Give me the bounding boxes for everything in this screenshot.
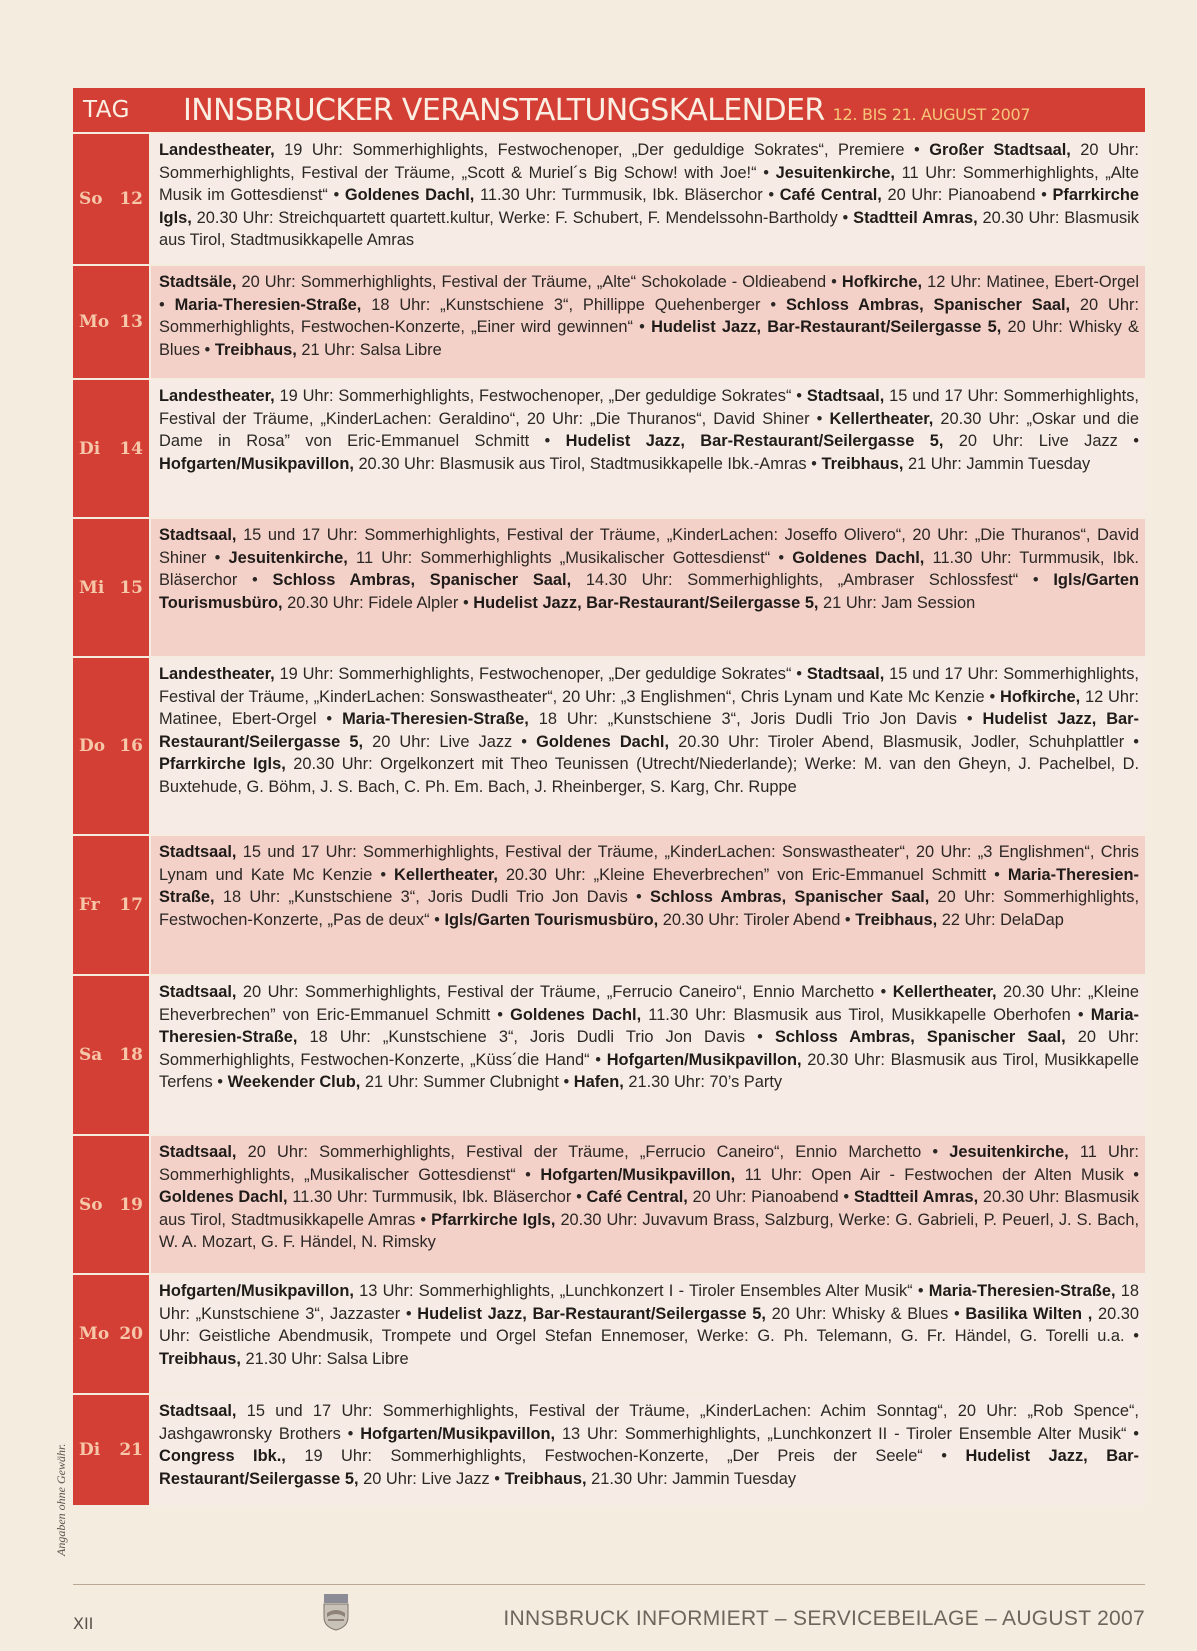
venue-name: Pfarrkirche Igls, [159,186,1140,227]
venue-name: Treibhaus, [504,1469,587,1488]
venue-name: Igls/Garten Tourismusbüro, [159,571,1139,612]
event-details: 14.30 Uhr: Sommerhighlights, „Ambraser Schlossfest“ • [571,571,1054,590]
calendar-header [73,88,1145,132]
event-details: 19 Uhr: Sommerhighlights, Festwochenoper, „Der geduldige Sokrates“ • [274,387,807,405]
event-details: 20 Uhr: Sommerhighlights, Festival der Träume, „Ferrucio Caneiro“, Ennio Marchetto • [236,983,893,1001]
event-details: 19 Uhr: Sommerhighlights, Festwochenoper, „Der geduldige Sokrates“, Premiere • [274,141,930,159]
venue-name: Congress Ibk., [159,1447,286,1466]
event-details: 20 Uhr: Sommerhighlights, Festival der Träume, „Alte“ Schokolade - Oldieabend • [236,273,842,291]
weekday-label: So [79,189,103,209]
event-details: 13 Uhr: Sommerhighlights, „Lunchkonzert I - Tiroler Ensembles Alter Musik“ • [353,1282,929,1300]
day-number: 13 [119,312,143,332]
event-details: 11.30 Uhr: Turmmusik, Ibk. Bläserchor • [287,1188,587,1207]
event-details: 15 und 17 Uhr: Sommerhighlights, Festival der Träume, „KinderLachen: Sonswastheater“, 20 Uhr: „3 Englishmen“, Chris Lynam und Kate Mc Kenzie • [159,665,1139,706]
page-title: INNSBRUCKER VERANSTALTUNGSKALENDER [183,92,825,128]
weekday-label: Mi [79,577,105,598]
venue-name: Goldenes Dachl, [159,1188,288,1207]
venue-name: Kellertheater, [892,983,997,1001]
venue-name: Hudelist Jazz, Bar-Restaurant/Seilergasse 5, [159,1447,1139,1488]
venue-name: Hofgarten/Musikpavillon, [606,1050,802,1069]
day-number: 18 [119,1045,143,1065]
footer-title: INNSBRUCK INFORMIERT – SERVICEBEILAGE – AUGUST 2007 [503,1607,1145,1630]
venue-name: Treibhaus, [821,454,904,473]
venue-name: Hofkirche, [841,273,923,291]
day-row [73,658,1145,836]
day-number: 21 [119,1440,143,1460]
venue-name: Pfarrkirche Igls, [159,755,286,774]
venue-name: Goldenes Dachl, [510,1005,642,1024]
event-details: 21.30 Uhr: 70’s Party [623,1073,783,1092]
day-row [73,380,1145,519]
event-details: 19 Uhr: Sommerhighlights, Festwochen-Konzerte, „Der Preis der Seele“ • [285,1447,966,1466]
venue-name: Treibhaus, [855,910,938,929]
day-row [73,976,1145,1136]
event-details: 20 Uhr: Sommerhighlights, Festwochen-Konzerte, „Pas de deux“ • [159,888,1140,929]
event-details: 11 Uhr: Open Air - Festwochen der Alten Musik • [735,1165,1139,1184]
venue-name: Stadtsaal, [159,1143,237,1161]
event-details: 20.30 Uhr: Blasmusik aus Tirol, Stadtmusikkapelle Amras [159,208,1139,250]
event-details: 20.30 Uhr: „Oskar und die Dame in Rosa” von Eric-Emmanuel Schmitt • [159,409,1139,451]
venue-name: Basilika Wilten , [965,1304,1093,1323]
day-events [151,976,1145,1134]
venue-name: Stadtsäle, [159,273,237,291]
venue-name: Hofgarten/Musikpavillon, [159,1282,354,1300]
venue-name: Hafen, [573,1073,624,1092]
event-details: 20 Uhr: Sommerhighlights, Festwochen-Konzerte, „Küss´die Hand“ • [159,1028,1139,1069]
footer-divider [73,1584,1145,1585]
event-details: 11.30 Uhr: Turmmusik, Ibk. Bläserchor • [159,548,1139,590]
event-details: 11.30 Uhr: Turmmusik, Ibk. Bläserchor • [474,186,780,205]
event-details: 20.30 Uhr: „Kleine Eheverbrechen” von Eric-Emmanuel Schmitt • [159,983,1139,1024]
event-details: 13 Uhr: Sommerhighlights, „Lunchkonzert II - Tiroler Ensemble Alter Musik“ • [555,1424,1139,1443]
venue-name: Hofgarten/Musikpavillon, [159,454,354,473]
header-tag: TAG [83,97,130,123]
event-details: 15 und 17 Uhr: Sommerhighlights, Festival der Träume, „KinderLachen: Achim Sonntag“, 20 Uhr: „Rob Spence“, Jashgawronsky Brothers • [159,1402,1139,1443]
event-details: 20.30 Uhr: Geistliche Abendmusik, Trompete und Orgel Stefan Ennemoser, Werke: G. Ph. Telemann, G. Fr. Händel, G. Torelli u.a. • [159,1304,1139,1346]
day-row [73,836,1145,976]
event-details: 15 und 17 Uhr: Sommerhighlights, Festival der Träume, „KinderLachen: Sonswastheater“, 20 Uhr: „3 Englishmen“, Chris Lynam und Kate Mc Kenzie • [159,843,1139,884]
day-events [151,266,1145,378]
venue-name: Stadtsaal, [159,526,237,544]
venue-name: Maria-Theresien-Straße, [928,1282,1116,1300]
event-details: 20.30 Uhr: „Kleine Eheverbrechen” von Eric-Emmanuel Schmitt • [497,865,1008,884]
day-label [73,1395,149,1505]
weekday-label: Do [79,736,106,756]
venue-name: Café Central, [586,1188,688,1207]
day-events [151,1275,1145,1393]
day-label [73,976,149,1134]
event-details: 20 Uhr: Pianoabend • [881,186,1053,205]
day-events [151,519,1145,656]
event-details: 12 Uhr: Matinee, Ebert-Orgel • [159,273,1139,314]
event-details: 20 Uhr: Live Jazz • [358,1469,505,1488]
venue-name: Jesuitenkirche, [949,1143,1069,1161]
page-number: XII [73,1614,94,1633]
day-events [151,658,1145,834]
event-details: 20.30 Uhr: Orgelkonzert mit Theo Teunissen (Utrecht/Niederlande); Werke: M. van den Gheyn, J. Pachelbel, D. Buxtehude, G. Böhm, J. S. Bach, C. Ph. Em. Bach, J. Rheinberger, S. Karg, Chr. Ruppe [159,755,1140,796]
day-number: 17 [119,895,143,915]
day-row [73,1136,1145,1275]
venue-name: Pfarrkirche Igls, [431,1210,556,1229]
venue-name: Großer Stadtsaal, [929,141,1071,159]
venue-name: Goldenes Dachl, [792,548,925,567]
event-details: 21 Uhr: Summer Clubnight • [360,1073,574,1092]
venue-name: Hudelist Jazz, Bar-Restaurant/Seilergasse 5, [651,318,1002,337]
event-details: 15 und 17 Uhr: Sommerhighlights, Festival der Träume, „KinderLachen: Joseffo Olivero“, 20 Uhr: „Die Thuranos“, David Shiner • [159,526,1139,567]
day-row [73,134,1145,266]
venue-name: Landestheater, [159,141,275,159]
event-details: 21.30 Uhr: Salsa Libre [240,1349,409,1368]
day-label [73,380,149,517]
event-details: 21 Uhr: Jam Session [818,593,976,612]
venue-name: Schloss Ambras, Spanischer Saal, [785,295,1071,314]
day-row [73,519,1145,658]
day-number: 19 [119,1194,143,1215]
event-details: 20.30 Uhr: Blasmusik aus Tirol, Stadtmusikkapelle Amras • [159,1188,1139,1229]
weekday-label: Mo [79,312,110,332]
day-number: 16 [119,736,143,756]
event-details: 18 Uhr: „Kunstschiene 3“, Phillippe Quehenberger • [361,295,786,314]
day-label [73,1275,149,1393]
event-details: 18 Uhr: „Kunstschiene 3“, Joris Dudli Trio Jon Davis • [214,888,651,907]
day-label [73,266,149,378]
venue-name: Landestheater, [159,387,275,405]
event-details: 21 Uhr: Salsa Libre [296,340,442,359]
event-details: 19 Uhr: Sommerhighlights, Festwochenoper, „Der geduldige Sokrates“ • [274,665,807,683]
event-details: 20.30 Uhr: Streichquartett quartett.kultur, Werke: F. Schubert, F. Mendelssohn-Bartholdy • [191,208,854,227]
event-details: 20.30 Uhr: Blasmusik aus Tirol, Stadtmusikkapelle Ibk.-Amras • [353,454,822,473]
event-details: 20.30 Uhr: Blasmusik aus Tirol, Musikkapelle Terfens • [159,1050,1139,1092]
date-range: 12. BIS 21. AUGUST 2007 [832,104,1031,124]
event-details: 20 Uhr: Live Jazz • [943,432,1139,451]
innsbruck-crest-icon [322,1593,350,1631]
venue-name: Stadtsaal, [159,983,237,1001]
event-details: 20 Uhr: Whisky & Blues • [159,318,1139,359]
event-details: 20 Uhr: Pianoabend • [687,1188,854,1207]
day-events [151,134,1145,264]
venue-name: Stadtsaal, [806,387,885,405]
event-details: 22 Uhr: DelaDap [937,910,1064,929]
event-details: 11 Uhr: Sommerhighlights „Musikalischer Gottesdienst“ • [347,548,793,567]
day-label [73,1136,149,1273]
day-events [151,1136,1145,1273]
event-details: 20.30 Uhr: Tiroler Abend, Blasmusik, Jodler, Schuhplattler • [669,732,1139,751]
venue-name: Weekender Club, [227,1073,361,1092]
weekday-label: So [79,1194,103,1215]
event-details: 21.30 Uhr: Jammin Tuesday [586,1469,797,1488]
venue-name: Café Central, [779,186,882,205]
venue-name: Landestheater, [159,665,275,683]
event-details: 20.30 Uhr: Tiroler Abend • [658,910,856,929]
venue-name: Treibhaus, [159,1349,241,1368]
venue-name: Stadtsaal, [159,1402,237,1420]
venue-name: Maria-Theresien-Straße, [159,865,1139,907]
venue-name: Hofgarten/Musikpavillon, [360,1424,556,1443]
venue-name: Schloss Ambras, Spanischer Saal, [650,888,930,907]
venue-name: Maria-Theresien-Straße, [342,710,529,729]
day-number: 15 [119,577,143,598]
day-label [73,519,149,656]
venue-name: Jesuitenkirche, [775,163,895,182]
venue-name: Maria-Theresien-Straße, [174,295,362,314]
event-details: 20.30 Uhr: Fidele Alpler • [282,593,474,612]
event-calendar [73,134,1145,1507]
venue-name: Schloss Ambras, Spanischer Saal, [272,571,572,590]
weekday-label: Di [79,438,101,459]
event-details: 21 Uhr: Jammin Tuesday [903,454,1091,473]
venue-name: Jesuitenkirche, [228,548,348,567]
day-label [73,836,149,974]
venue-name: Treibhaus, [214,340,297,359]
event-details: 11.30 Uhr: Blasmusik aus Tirol, Musikkapelle Oberhofen • [641,1005,1091,1024]
day-row [73,1275,1145,1395]
venue-name: Stadtteil Amras, [853,208,978,227]
day-label [73,658,149,834]
venue-name: Maria-Theresien-Straße, [159,1005,1139,1047]
venue-name: Kellertheater, [829,409,934,428]
event-details: 20 Uhr: Whisky & Blues • [765,1304,966,1323]
event-details: 20 Uhr: Sommerhighlights, Festival der Träume, „Ferrucio Caneiro“, Ennio Marchetto • [236,1143,950,1161]
day-number: 20 [119,1324,143,1344]
day-row [73,266,1145,380]
venue-name: Hudelist Jazz, Bar-Restaurant/Seilergasse 5, [159,710,1139,751]
day-events [151,1395,1145,1505]
venue-name: Hudelist Jazz, Bar-Restaurant/Seilergasse 5, [417,1304,766,1323]
venue-name: Kellertheater, [394,865,498,884]
event-details: 18 Uhr: „Kunstschiene 3“, Joris Dudli Trio Jon Davis • [297,1028,775,1047]
day-events [151,380,1145,517]
day-number: 14 [119,438,143,459]
venue-name: Stadtteil Amras, [853,1188,979,1207]
venue-name: Stadtsaal, [806,665,885,683]
venue-name: Igls/Garten Tourismusbüro, [444,910,659,929]
weekday-label: Di [79,1440,101,1460]
event-details: 20 Uhr: Live Jazz • [363,732,537,751]
day-label [73,134,149,264]
event-details: 18 Uhr: „Kunstschiene 3“, Jazzaster • [159,1282,1139,1323]
event-details: 20 Uhr: Sommerhighlights, Festwochen-Konzerte, „Einer wird gewinnen“ • [159,295,1139,337]
weekday-label: Sa [79,1045,103,1065]
venue-name: Hudelist Jazz, Bar-Restaurant/Seilergasse 5, [473,593,819,612]
event-details: 11 Uhr: Sommerhighlights, „Alte Musik im Gottesdienst“ • [159,163,1139,205]
weekday-label: Mo [79,1324,110,1344]
event-details: 20 Uhr: Sommerhighlights, Festival der Träume, „Scott & Muriel´s Big Schow! with Joe!“ • [159,141,1139,182]
event-details: 11 Uhr: Sommerhighlights, „Musikalischer Gottesdienst“ • [159,1143,1139,1184]
venue-name: Goldenes Dachl, [344,186,475,205]
event-details: 12 Uhr: Matinee, Ebert-Orgel • [159,687,1139,729]
day-row [73,1395,1145,1507]
venue-name: Hofkirche, [1000,687,1081,706]
venue-name: Goldenes Dachl, [536,732,670,751]
venue-name: Stadtsaal, [159,843,237,861]
event-details: 15 und 17 Uhr: Sommerhighlights, Festival der Träume, „KinderLachen: Geraldino“, 20 Uhr: „Die Thuranos“, David Shiner • [159,387,1139,428]
event-details: 18 Uhr: „Kunstschiene 3“, Joris Dudli Trio Jon Davis • [528,710,983,729]
day-events [151,836,1145,974]
day-number: 12 [119,189,143,209]
venue-name: Schloss Ambras, Spanischer Saal, [774,1028,1066,1047]
venue-name: Hofgarten/Musikpavillon, [540,1165,736,1184]
event-details: 20.30 Uhr: Juvavum Brass, Salzburg, Werke: G. Gabrieli, P. Peuerl, J. S. Bach, W. A. Mozart, G. F. Händel, N. Rimsky [159,1210,1139,1252]
venue-name: Hudelist Jazz, Bar-Restaurant/Seilergasse 5, [565,432,944,451]
disclaimer-note: Angaben ohne Gewähr. [54,1443,68,1556]
weekday-label: Fr [79,895,100,915]
